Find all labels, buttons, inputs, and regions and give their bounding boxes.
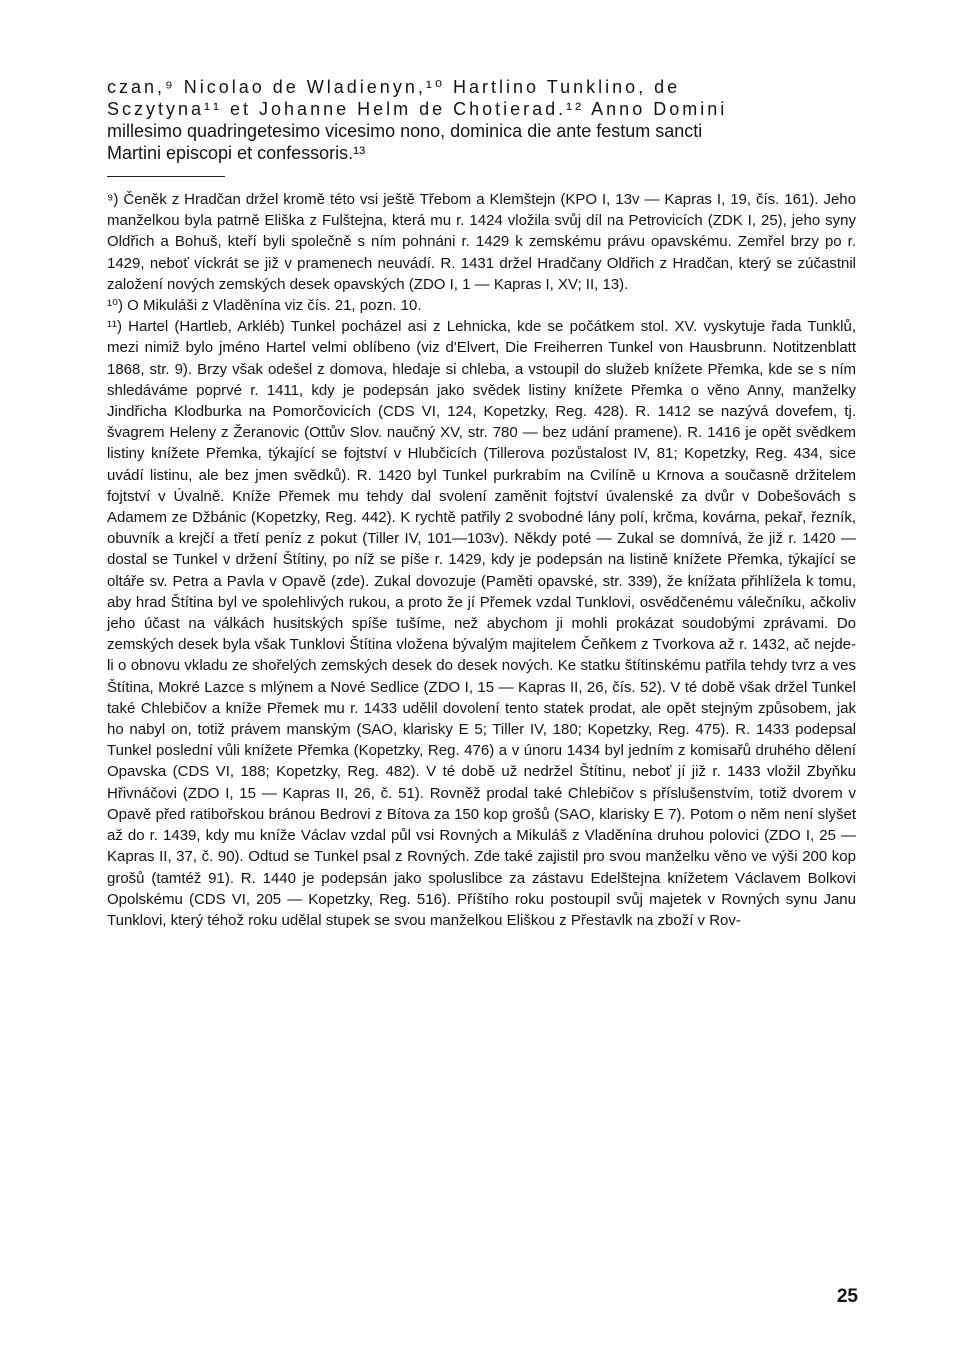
- footnote-10: ¹⁰) O Mikuláši z Vladěnína viz čís. 21, pozn. 10.: [107, 297, 422, 315]
- footnotes: [107, 189, 856, 931]
- footnote-separator: [107, 176, 225, 177]
- page-body: [107, 76, 856, 931]
- page-number: 25: [836, 1286, 858, 1307]
- main-text-line-3: millesimo quadringetesimo vicesimo nono, dominica die ante festum sancti: [107, 121, 703, 141]
- main-text-line-1: czan,⁹ Nicolao de Wladienyn,¹⁰ Hartlino Tunklino, de: [107, 77, 681, 97]
- main-text-line-2: Sczytyna¹¹ et Johanne Helm de Chotierad.¹² Anno Domini: [107, 99, 728, 119]
- main-text: [107, 76, 856, 164]
- footnote-11: ¹¹) Hartel (Hartleb, Arkléb) Tunkel pocházel asi z Lehnicka, kde se počátkem stol. XV. vyskytuje řada Tunklů, mezi nimiž bylo jméno Hartel velmi oblíbeno (viz d'Elvert, Die Freiherren Tunkel von Hausbrunn. Notitzenblatt 1868, str. 9). Brzy však odešel z domova, hledaje si chleba, a vstoupil do služeb knížete Přemka, kde se s ním shledáváme poprvé r. 1411, kdy je podepsán jako svědek listiny knížete Přemka o věno Anny, manželky Jindřicha Klodburka na Pomorčovicích (CDS VI, 124, Kopetzky, Reg. 428). R. 1412 se nazývá dovefem, tj. švagrem Heleny z Žeranovic (Ottův Slov. naučný XV, str. 780 — bez udání pramene). R. 1416 je opět svědkem listiny knížete Přemka, týkající se fojtství v Hlubčicích (Tillerova pozůstalost IV, 81; Kopetzky, Reg. 434, sice uvádí listinu, ale bez jmen svědků). R. 1420 byl Tunkel purkrabím na Cvilíně u Krnova a současně držitelem fojtství v Úvalně. Kníže Přemek mu tehdy dal svolení zaměnit fojtství úvalenské za dvůr v Dobešovách s Adamem ze Džbánic (Kopetzky, Reg. 442). K rychtě patřily 2 svobodné lány polí, krčma, kovárna, pekař, řezník, obuvník a krejčí a třetí peníz z pokut (Tiller IV, 101—103v). Někdy poté — Zukal se domnívá, že již r. 1420 — dostal se Tunkel v držení Štítiny, po níž se píše r. 1429, kdy je podepsán na listině knížete Přemka, týkající se oltáře sv. Petra a Pavla v Opavě (zde). Zukal dovozuje (Paměti opavské, str. 339), že knížata přihlížela k tomu, aby hrad Štítina byl ve spolehlivých rukou, a proto že jí Přemek vzdal Tunklovi, osvědčenému válečníku, ačkoliv jeho účast na válkách husitských spíše tušíme, než abychom ji mohli prokázat soudobými zprávami. Do zemských desek byla však Tunklovi Štítina vložena bývalým majitelem Čeňkem z Tvorkova až r. 1432, ač nejde-li o obnovu vkladu ze shořelých zemských desek do desek nových. Ke statku štítinskému patřila tehdy tvrz a ves Štítina, Mokré Lazce s mlýnem a Nové Sedlice (ZDO I, 15 — Kapras II, 26, čís. 52). V té době však držel Tunkel také Chlebičov a kníže Přemek mu r. 1433 udělil dovolení tento statek prodat, ale opět stejným způsobem, jak ho nabyl on, totiž právem manským (SAO, klarisky E 5; Tiller IV, 180; Kopetzky, Reg. 475). R. 1433 podepsal Tunkel poslední vůli knížete Přemka (Kopetzky, Reg. 476) a v únoru 1434 byl jedním z komisařů druhého dělení Opavska (CDS VI, 188; Kopetzky, Reg. 482). V té době už nedržel Štítinu, neboť jí již r. 1433 vložil Zbyňku Hřivnáčovi (ZDO I, 15 — Kapras II, 26, č. 51). Rovněž prodal také Chlebičov s příslušenstvím, totiž dvorem v Opavě před ratibořskou bránou Bedrovi z Bítova za 150 kop grošů (SAO, klarisky E 7). Potom o něm není slyšet až do r. 1439, kdy mu kníže Václav vzdal půl vsi Rovných a Mikuláš z Vladěnína druhou polovici (ZDO I, 25 — Kapras II, 37, č. 90). Odtud se Tunkel psal z Rovných. Zde také zajistil pro svou manželku věno ve výši 200 kop grošů (tamtéž 91). R. 1440 je podepsán jako spoluslibce za zástavu Edelštejna knížetem Václavem Bolkovi Opolskému (CDS VI, 205 — Kopetzky, Reg. 516). Příštího roku postoupil svůj majetek v Rovných synu Janu Tunklovi, který téhož roku udělal stupek se svou manželkou Eliškou z Přestavlk na zboží v Rov-: [107, 318, 856, 929]
- footnote-9: ⁹) Čeněk z Hradčan držel kromě této vsi ještě Třebom a Klemštejn (KPO I, 13v — Kapras I, 19, čís. 161). Jeho manželkou byla patrně Eliška z Fulštejna, která mu r. 1424 vložila svůj díl na Petrovicích (ZDK I, 25), jeho syny Oldřich a Bohuš, kteří byli společně s ním pohnáni r. 1429 k zemskému právu opavskému. Zemřel brzy po r. 1429, neboť víckrát se již v pramenech neuvádí. R. 1431 držel Hradčany Oldřich z Hradčan, který se zúčastnil založení nových zemských desek opavských (ZDO I, 1 — Kapras I, XV; II, 13).: [107, 191, 856, 293]
- main-text-line-4: Martini episcopi et confessoris.¹³: [107, 143, 366, 163]
